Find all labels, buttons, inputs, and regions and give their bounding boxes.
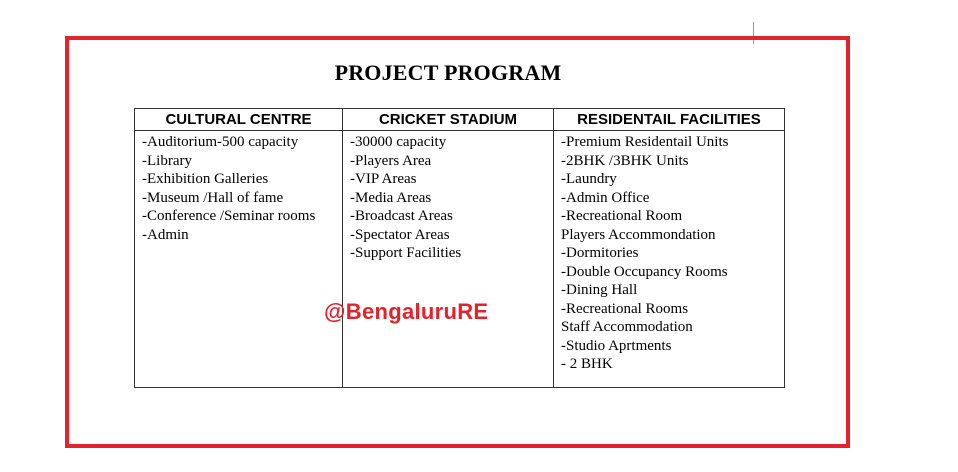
residential-facilities-cell — [554, 131, 785, 388]
list-item: -VIP Areas — [350, 171, 417, 187]
list-item: -Conference /Seminar rooms — [142, 208, 316, 224]
header-cricket-stadium: CRICKET STADIUM — [343, 109, 554, 131]
page-title: PROJECT PROGRAM — [334, 60, 562, 85]
list-item: - 2 BHK — [561, 356, 613, 372]
list-item: -Library — [142, 152, 192, 169]
list-item: -Premium Residentail Units — [561, 134, 729, 150]
list-item: -Dining Hall — [561, 282, 638, 298]
list-item: -Recreational Rooms — [561, 300, 689, 317]
list-item: -Recreational Room — [561, 208, 683, 224]
header-cultural-centre: CULTURAL CENTRE — [135, 109, 343, 131]
list-item: -Museum /Hall of fame — [142, 189, 284, 206]
list-item: -Broadcast Areas — [350, 208, 453, 224]
list-item: -Laundry — [561, 171, 617, 187]
list-item: -30000 capacity — [350, 134, 447, 150]
project-program-table — [134, 108, 785, 388]
table-body-row — [135, 131, 785, 388]
list-item: -Spectator Areas — [350, 226, 450, 243]
list-item: -Admin Office — [561, 189, 650, 206]
list-item: -Auditorium-500 capacity — [142, 134, 299, 150]
list-item: Staff Accommodation — [561, 319, 693, 335]
list-item: -2BHK /3BHK Units — [561, 152, 689, 169]
list-item: -Dormitories — [561, 245, 639, 261]
list-item: -Support Facilities — [350, 245, 462, 261]
list-item: -Players Area — [350, 152, 432, 169]
watermark-handle: @BengaluruRE — [324, 299, 489, 324]
cultural-centre-cell — [135, 131, 343, 388]
list-item: Players Accommondation — [561, 226, 716, 243]
list-item: -Exhibition Galleries — [142, 171, 269, 187]
list-item: -Media Areas — [350, 189, 432, 206]
list-item: -Admin — [142, 226, 189, 243]
table-header-row — [135, 109, 785, 131]
list-item: -Double Occupancy Rooms — [561, 263, 728, 280]
header-residential-facilities: RESIDENTAIL FACILITIES — [554, 109, 785, 131]
cricket-stadium-cell — [343, 131, 554, 388]
list-item: -Studio Aprtments — [561, 337, 672, 354]
